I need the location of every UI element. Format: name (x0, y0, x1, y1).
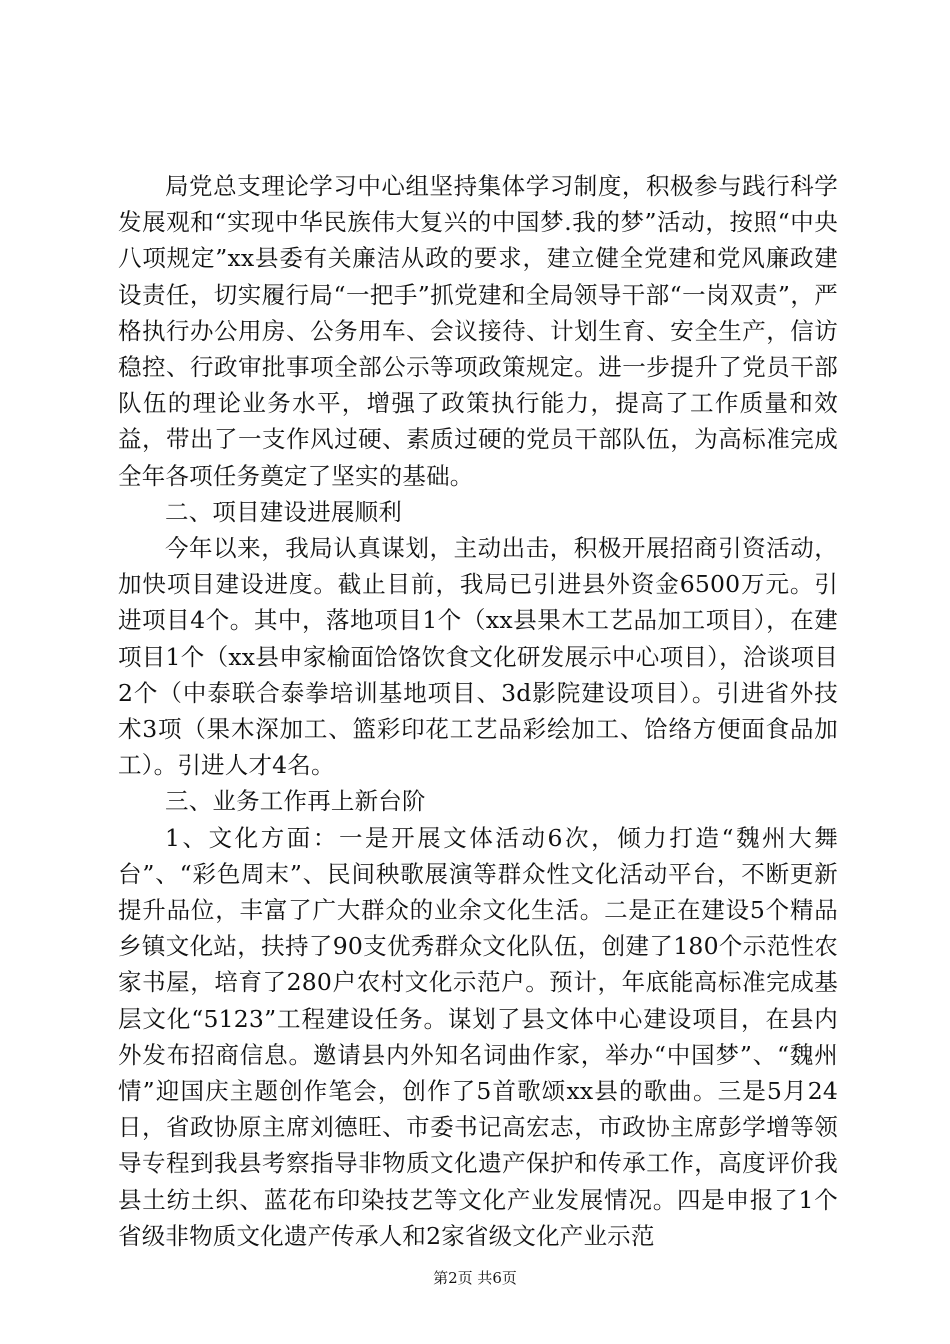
paragraph-party-building: 局党总支理论学习中心组坚持集体学习制度，积极参与践行科学发展观和“实现中华民族伟大复兴的中国梦.我的梦”活动，按照“中央八项规定”xx县委有关廉洁从政的要求，建立健全党建和党风廉政建设责任，切实履行局“一把手”抓党建和全局领导干部“一岗双责”，严格执行办公用房、公务用车、会议接待、计划生育、安全生产，信访稳控、行政审批事项全部公示等项政策规定。进一步提升了党员干部队伍的理论业务水平，增强了政策执行能力，提高了工作质量和效益，带出了一支作风过硬、素质过硬的党员干部队伍，为高标准完成全年各项任务奠定了坚实的基础。 (118, 172, 838, 490)
section-heading-projects: 二、项目建设进展顺利 (165, 497, 402, 526)
page-number-footer: 第2页 共6页 (433, 1269, 517, 1287)
document-body (118, 168, 838, 1254)
paragraph-culture: 1、文化方面：一是开展文体活动6次，倾力打造“魏州大舞台”、“彩色周末”、民间秧歌展演等群众性文化活动平台，不断更新提升品位，丰富了广大群众的业余文化生活。二是正在建设5个精品乡镇文化站，扶持了90支优秀群众文化队伍，创建了180个示范性农家书屋，培育了280户农村文化示范户。预计，年底能高标准完成基层文化“5123”工程建设任务。谋划了县文体中心建设项目，在县内外发布招商信息。邀请县内外知名词曲作家，举办“中国梦”、“魏州情”迎国庆主题创作笔会，创作了5首歌颂xx县的歌曲。三是5月24日，省政协原主席刘德旺、市委书记高宏志，市政协主席彭学增等领导专程到我县考察指导非物质文化遗产保护和传承工作，高度评价我县土纺土织、蓝花布印染技艺等文化产业发展情况。四是申报了1个省级非物质文化遗产传承人和2家省级文化产业示范 (118, 823, 838, 1250)
paragraph-project-construction: 今年以来，我局认真谋划，主动出击，积极开展招商引资活动，加快项目建设进度。截止目前，我局已引进县外资金6500万元。引进项目4个。其中，落地项目1个（xx县果木工艺品加工项目），在建项目1个（xx县申家榆面饸饹饮食文化研发展示中心项目），洽谈项目2个（中泰联合泰拳培训基地项目、3d影院建设项目）。引进省外技术3项（果木深加工、篮彩印花工艺品彩绘加工、饸络方便面食品加工）。引进人才4名。 (118, 534, 838, 780)
section-heading-business-work: 三、业务工作再上新台阶 (165, 787, 426, 816)
